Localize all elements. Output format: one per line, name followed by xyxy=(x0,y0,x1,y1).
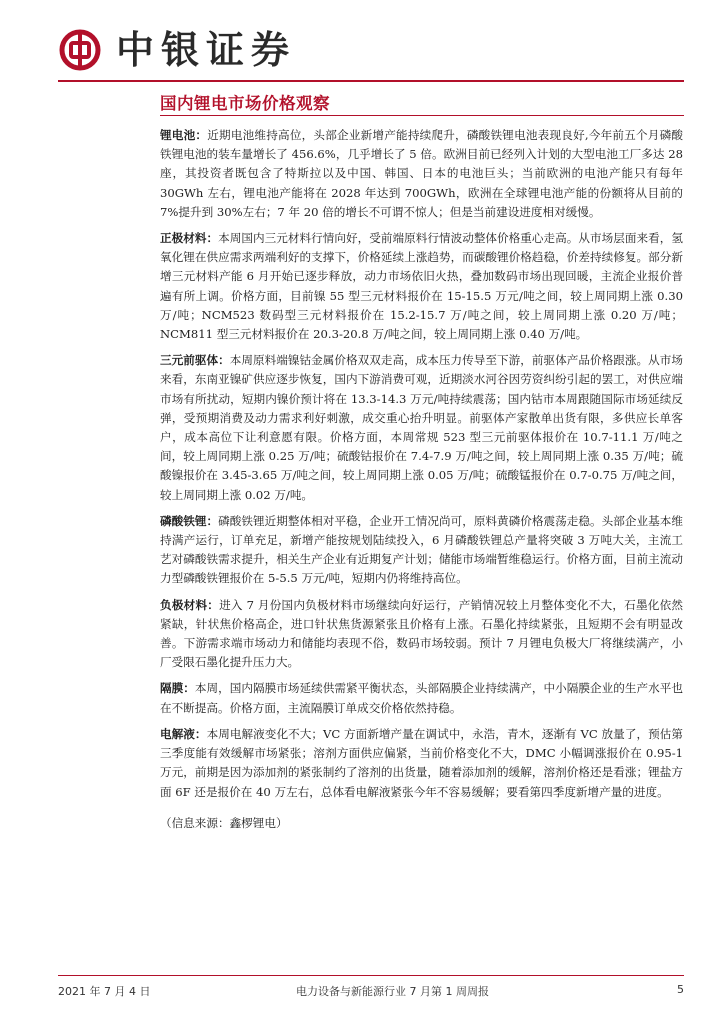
paragraph-text: 磷酸铁锂近期整体相对平稳，企业开工情况尚可，原料黄磷价格震荡走稳。头部企业基本维持满产运行，订单充足，新增产能按规划陆续投入，6 月磷酸铁锂总产量将突破 3 万吨大关，主流工艺对磷酸铁需求提升，相关生产企业有近期复产计划；储能市场端暂维稳运行。价格方面，目前主流动力型磷酸铁锂报价在 5-5.5 万元/吨，短期内仍将维持高位。 xyxy=(160,513,683,586)
brand-name: 中银证券 xyxy=(116,28,297,72)
paragraph-text: 本周原料端镍钴金属价格双双走高，成本压力传导至下游，前驱体产品价格跟涨。从市场来看，东南亚镍矿供应逐步恢复，国内下游消费可观，近期淡水河谷因劳资纠纷引起的罢工，对供应端市场有所扰动，短期内镍价预计将在 13.3-14.3 万元/吨持续震荡；国内钴市本周跟随国际市场延续反弹，受预期消费及动力需求利好刺激，成交重心抬升明显。前驱体产家散单出货有限，多供应长单客户，成本高位下让利意愿有限。价格方面，本周常规 523 型三元前驱体报价在 10.7-11.1 万/吨之间，较上周同期上涨 0.25 万/吨；硫酸钴报价在 7.4-7.9 万/吨之间，较上周同期上涨 0.35 万/吨；硫酸镍报价在 3.45-3.65 万/吨之间，较上周同期上涨 0.05 万/吨；硫酸锰报价在 0.7-0.75 万/吨之间，较上周同期上涨 0.02 万/吨。 xyxy=(160,353,683,502)
section-title: 国内锂电市场价格观察 xyxy=(160,94,330,113)
paragraph-electrolyte xyxy=(160,725,683,802)
paragraph-text: 本周国内三元材料行情向好，受前端原料行情波动整体价格重心走高。从市场层面来看，氢氧化锂在供应需求两端利好的支撑下，价格延续上涨趋势，而碳酸锂价格趋稳，价差持续修复。部分新增三元材料产能 6 月开始已逐步释放，动力市场依旧火热，叠加数码市场出现回暖，主流企业报价普遍有所上调。价格方面，目前镍 55 型三元材料报价在 15-15.5 万元/吨之间，较上周同期上涨 0.30 万/吨；NCM523 数码型三元材料报价在 15.2-15.7 万/吨之间，较上周同期上涨 0.20 万/吨；NCM811 型三元材料报价在 20.3-20.8 万/吨之间，较上周同期上涨 0.40 万/吨。 xyxy=(160,231,683,342)
header-divider xyxy=(58,80,684,82)
paragraph-label: 负极材料： xyxy=(160,597,220,612)
paragraph-precursor xyxy=(160,351,683,505)
paragraph-label: 磷酸铁锂： xyxy=(160,513,219,528)
bank-of-china-logo-icon xyxy=(58,28,102,72)
paragraph-cathode xyxy=(160,229,683,344)
paragraph-battery xyxy=(160,126,683,222)
page-number: 5 xyxy=(677,983,684,996)
title-divider xyxy=(160,115,684,116)
paragraph-lfp xyxy=(160,512,683,589)
paragraph-separator xyxy=(160,679,683,717)
paragraph-text: 本周电解液变化不大；VC 方面新增产量在调试中，永浩，青木，逐渐有 VC 放量了，预估第三季度能有效缓解市场紧张；溶剂方面供应偏紧，当前价格变化不大，DMC 小幅调涨报价在 0.95-1 万元，前期是因为添加剂的紧张制约了溶剂的出货量，随着添加剂的缓解，溶剂价格还是看涨；锂盐方面 6F 还是报价在 40 万左右，总体看电解液紧张今年不容易缓解；要看第四季度新增产量的进度。 xyxy=(160,726,683,799)
paragraph-label: 正极材料： xyxy=(160,231,219,246)
paragraph-label: 三元前驱体： xyxy=(160,353,230,368)
paragraph-text: 本周，国内隔膜市场延续供需紧平衡状态，头部隔膜企业持续满产，中小隔膜企业的生产水平也在不断提高。价格方面，主流隔膜订单成交价格依然持稳。 xyxy=(160,681,683,715)
footer-date: 2021 年 7 月 4 日 xyxy=(58,985,151,998)
source-note: （信息来源：鑫椤锂电） xyxy=(160,815,288,830)
paragraph-label: 隔膜： xyxy=(160,681,195,696)
report-body xyxy=(160,126,683,833)
paragraph-label: 电解液： xyxy=(160,726,207,741)
footer-divider xyxy=(58,975,684,976)
paragraph-text: 近期电池维持高位，头部企业新增产能持续爬升，磷酸铁锂电池表现良好,今年前五个月磷酸铁锂电池的装车量增长了 456.6%，几乎增长了 5 倍。欧洲目前已经列入计划的大型电池工厂多达 28 座，其投资者既包含了特斯拉以及中国、韩国、日本的电池巨头；当前欧洲的电池产能只有每年 30GWh 左右，锂电池产能将在 2028 年达到 700GWh，欧洲在全球锂电池产能的份额将从目前的 7%提升到 30%左右；7 年 20 倍的增长不可谓不惊人；但是当前建设进度相对缓慢。 xyxy=(160,128,683,219)
paragraph-anode xyxy=(160,596,683,673)
footer-report-title: 电力设备与新能源行业 7 月第 1 周周报 xyxy=(296,985,489,998)
paragraph-label: 锂电池： xyxy=(160,128,208,142)
paragraph-text: 进入 7 月份国内负极材料市场继续向好运行，产销情况较上月整体变化不大，石墨化依然紧缺，针状焦价格高企，进口针状焦货源紧张且价格有上涨。石墨化持续紧张，且短期不会有明显改善。下游需求端市场动力和储能均表现不俗，数码市场较弱。预计 7 月锂电负极大厂将继续满产，小厂受限石墨化提升压力大。 xyxy=(160,597,683,670)
